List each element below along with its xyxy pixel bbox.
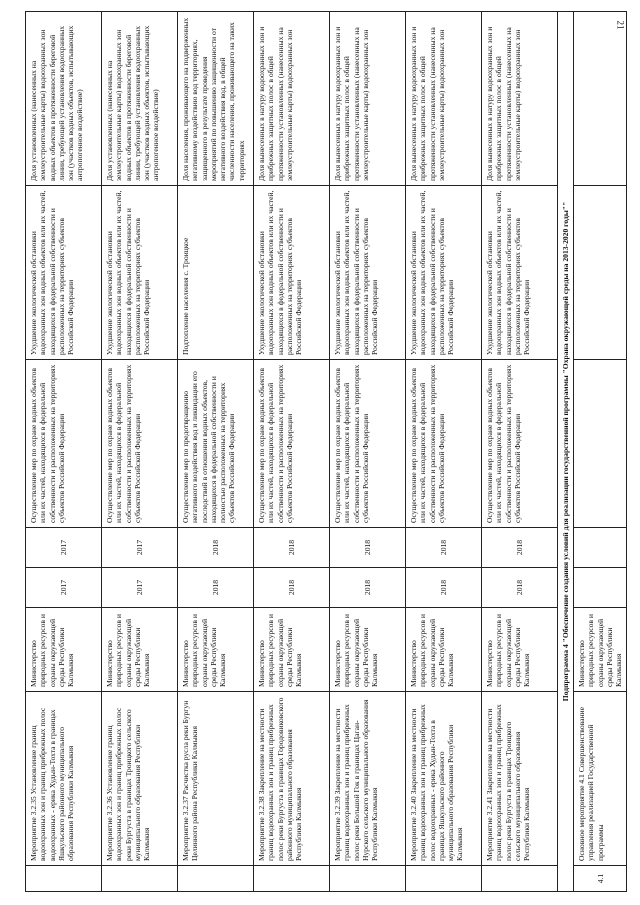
- cell-name: Мероприятие 3.2.38 Закрепление на местности границ водоохранных зон и границ прибрежных полос реки Бургуста в границах Городовиковского районного муниципального образования Республики Калмыкия: [254, 692, 330, 866]
- table-row: [102, 12, 178, 892]
- cell-effect: [574, 186, 627, 360]
- page-number: 21: [615, 20, 626, 30]
- cell-num: [26, 866, 102, 892]
- cell-start: [574, 568, 627, 608]
- cell-effect: Ухудшение экологической обстановки водоохранных зон водных объектов или их частей, находящихся в федеральной собственности и расположенных на территориях субъектов Российской Федерации: [26, 186, 102, 360]
- cell-action: Осуществление мер по охране водных объектов или их частей, находящихся в федеральной собственности и расположенных на территориях субъектов Российской Федерации: [254, 360, 330, 528]
- cell-name: Мероприятие 3.2.39 Закрепление на местности границ водоохранных зон и границ прибрежных полос реки Большой Гок в границах Цаган-Нурского сельского муниципального образования Республики Калмыкия: [330, 692, 406, 866]
- program-table: [25, 11, 627, 892]
- cell-start: 2018: [482, 568, 558, 608]
- cell-end: 2018: [254, 528, 330, 568]
- cell-num: [102, 866, 178, 892]
- cell-action: Осуществление мер по охране водных объектов или их частей, находящихся в федеральной собственности и расположенных на территориях субъектов Российской Федерации: [26, 360, 102, 528]
- cell-executor: Министерство природных ресурсов и охраны окружающей среды Республики Калмыкия: [178, 608, 254, 692]
- cell-end: 2018: [406, 528, 482, 568]
- subprogram-title: Подпрограмма 4 "Обеспечение создания условий для реализации государственной программы "Охрана окружающей среды на 2013-2020 годы"": [558, 12, 574, 892]
- cell-name: Мероприятие 3.2.36 Установление границ водоохранных зон и границ прибрежных полос реки Бургуста в границах Троицкого сельского муниципального образования Республики Калмыкия: [102, 692, 178, 866]
- cell-name: Мероприятие 3.2.35 Установление границ водоохранных зон и границ прибрежных полос водоохранных - ерика Худын-Тохта в границах Яшкульского районного муниципального образования Республики Калмыкия: [26, 692, 102, 866]
- cell-executor: Министерство природных ресурсов и охраны окружающей среды Республики Калмыкия: [406, 608, 482, 692]
- cell-executor: Министерство природных ресурсов и охраны окружающей среды Республики Калмыкия: [330, 608, 406, 692]
- cell-action: Осуществление мер по охране водных объектов или их частей, находящихся в федеральной собственности и расположенных на территориях субъектов Российской Федерации: [330, 360, 406, 528]
- cell-start: 2018: [254, 568, 330, 608]
- table-row: [254, 12, 330, 892]
- cell-effect: Ухудшение экологической обстановки водоохранных зон водных объектов или их частей, находящихся в федеральной собственности и расположенных на территориях субъектов Российской Федерации: [330, 186, 406, 360]
- cell-indicator: Доля установленных (нанесенных на землеустроительные карты) водоохранных зон водных объектов в протяженности береговой линии, требующей установления водоохранных зон (участков водных объектов, испытывающих антропогенное воздействие): [102, 12, 178, 186]
- cell-action: Осуществление мер по предотвращению негативного воздействия вод и ликвидации его последствий в отношении водных объектов, находящихся в федеральной собственности и полностью расположенных на территориях субъектов Российской Федерации: [178, 360, 254, 528]
- cell-end: 2017: [26, 528, 102, 568]
- cell-indicator: Доля вынесенных в натуру водоохранных зон и прибрежных защитных полос в общей протяженности установленных (нанесенных на землеустроительные карты) водоохранных зон: [482, 12, 558, 186]
- cell-indicator: [574, 12, 627, 186]
- cell-action: Осуществление мер по охране водных объектов или их частей, находящихся в федеральной собственности и расположенных на территориях субъектов Российской Федерации: [406, 360, 482, 528]
- cell-indicator: Доля вынесенных в натуру водоохранных зон и прибрежных защитных полос в общей протяженности установленных (нанесенных на землеустроительные карты) водоохранных зон: [254, 12, 330, 186]
- cell-action: Осуществление мер по охране водных объектов или их частей, находящихся в федеральной собственности и расположенных на территориях субъектов Российской Федерации: [102, 360, 178, 528]
- cell-num: 4.1: [574, 866, 627, 892]
- cell-action: Осуществление мер по охране водных объектов или их частей, находящихся в федеральной собственности и расположенных на территориях субъектов Российской Федерации: [482, 360, 558, 528]
- table-row: [482, 12, 558, 892]
- cell-executor: Министерство природных ресурсов и охраны окружающей среды Республики Калмыкия: [254, 608, 330, 692]
- cell-end: 2017: [102, 528, 178, 568]
- cell-effect: Ухудшение экологической обстановки водоохранных зон водных объектов или их частей, находящихся в федеральной собственности и расположенных на территориях субъектов Российской Федерации: [482, 186, 558, 360]
- cell-num: [330, 866, 406, 892]
- cell-executor: Министерство природных ресурсов и охраны окружающей среды Республики Калмыкия: [482, 608, 558, 692]
- cell-start: 2018: [330, 568, 406, 608]
- cell-effect: Ухудшение экологической обстановки водоохранных зон водных объектов или их частей, находящихся в федеральной собственности и расположенных на территориях субъектов Российской Федерации: [102, 186, 178, 360]
- cell-executor: Министерство природных ресурсов и охраны окружающей среды Республики Калмыкия: [102, 608, 178, 692]
- table-row: [406, 12, 482, 892]
- cell-start: 2018: [178, 568, 254, 608]
- cell-indicator: Доля установленных (нанесенных на землеустроительные карты) водоохранных зон водных объектов в протяженности береговой линии, требующей установления водоохранных зон (участков водных объектов, испытывающих антропогенное воздействие): [26, 12, 102, 186]
- cell-executor: Министерство природных ресурсов и охраны окружающей среды Республики Калмыкия: [26, 608, 102, 692]
- cell-num: [178, 866, 254, 892]
- cell-start: 2017: [26, 568, 102, 608]
- subprogram-row: [558, 12, 574, 892]
- cell-name: Мероприятие 3.2.37 Расчистка русла реки Бургун Целинного района Республики Калмыкия: [178, 692, 254, 866]
- cell-effect: Ухудшение экологической обстановки водоохранных зон водных объектов или их частей, находящихся в федеральной собственности и расположенных на территориях субъектов Российской Федерации: [254, 186, 330, 360]
- cell-name: Мероприятие 3.2.40 Закрепление на местности границ водоохранных зон и границ прибрежных полос водоохранных - ерика Худын-Тохта в границах Яшкульского районного муниципального образования Республики Калмыкия: [406, 692, 482, 866]
- cell-start: 2018: [406, 568, 482, 608]
- table-row: [26, 12, 102, 892]
- cell-effect: Подтопление населения с. Троицкое: [178, 186, 254, 360]
- cell-indicator: Доля вынесенных в натуру водоохранных зон и прибрежных защитных полос в общей протяженности установленных (нанесенных на землеустроительные карты) водоохранных зон: [406, 12, 482, 186]
- table-row: [330, 12, 406, 892]
- cell-num: [406, 866, 482, 892]
- cell-action: [574, 360, 627, 528]
- cell-effect: Ухудшение экологической обстановки водоохранных зон водных объектов или их частей, находящихся в федеральной собственности и расположенных на территориях субъектов Российской Федерации: [406, 186, 482, 360]
- cell-name: Основное мероприятие 4.1 Совершенствование управления реализацией Государственной программы: [574, 692, 627, 866]
- cell-num: [254, 866, 330, 892]
- cell-end: 2018: [330, 528, 406, 568]
- table-row-last: [574, 12, 627, 892]
- cell-end: [574, 528, 627, 568]
- cell-num: [482, 866, 558, 892]
- cell-end: 2018: [178, 528, 254, 568]
- table-row: [178, 12, 254, 892]
- cell-name: Мероприятие 3.2.41 Закрепление на местности границ водоохранных зон и границ прибрежных полос реки Бургуста в границах Троицкого сельского муниципального образования Республики Калмыкия: [482, 692, 558, 866]
- cell-end: 2018: [482, 528, 558, 568]
- cell-indicator: Доля вынесенных в натуру водоохранных зон и прибрежных защитных полос в общей протяженности установленных (нанесенных на землеустроительные карты) водоохранных зон: [330, 12, 406, 186]
- cell-executor: Министерство природных ресурсов и охраны окружающей среды Республики Калмыкия: [574, 608, 627, 692]
- cell-start: 2017: [102, 568, 178, 608]
- cell-indicator: Доля населения, проживающего на подверженных негативному воздействию вод территориях, защищенного в результате проведения мероприятий по повышению защищенности от негативного воздействия вод, в общей численности населения, проживающего на таких территориях: [178, 12, 254, 186]
